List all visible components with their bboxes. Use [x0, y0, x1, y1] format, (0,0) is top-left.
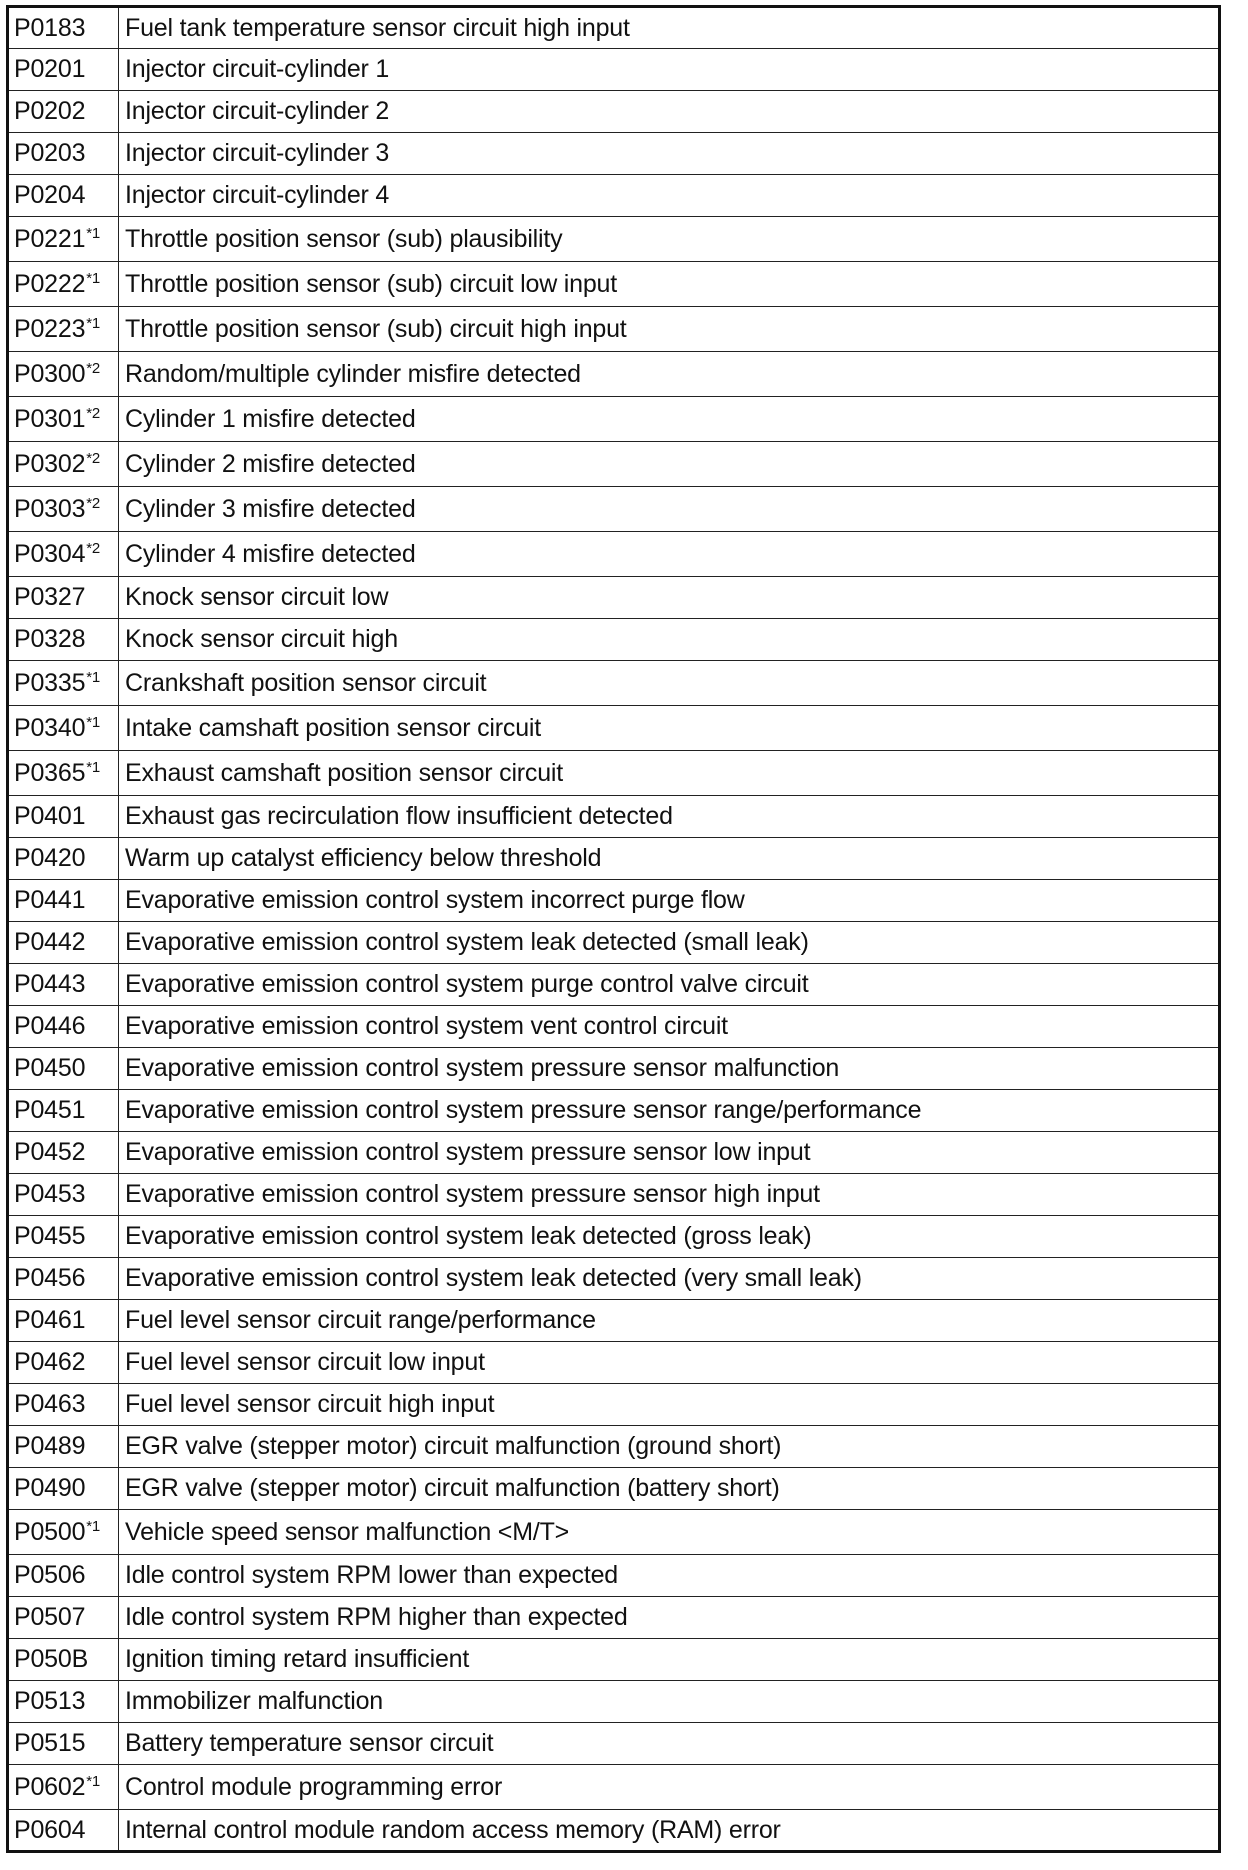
table-row [8, 352, 1220, 397]
dtc-code: P050B [14, 1645, 89, 1673]
dtc-code-cell [8, 1132, 119, 1174]
dtc-code: P0335 [14, 669, 86, 697]
table-row [8, 532, 1220, 577]
dtc-code-cell [8, 1342, 119, 1384]
dtc-table-body [8, 7, 1220, 1852]
table-row [8, 1510, 1220, 1555]
dtc-code-cell [8, 1639, 119, 1681]
dtc-description: Evaporative emission control system leak detected (very small leak) [119, 1258, 1220, 1300]
table-row [8, 661, 1220, 706]
table-row [8, 751, 1220, 796]
dtc-code-cell [8, 964, 119, 1006]
dtc-description: Control module programming error [119, 1765, 1220, 1810]
table-row [8, 175, 1220, 217]
dtc-code-cell [8, 217, 119, 262]
dtc-code: P0203 [14, 139, 86, 167]
table-row [8, 706, 1220, 751]
dtc-code-cell [8, 49, 119, 91]
dtc-code: P0463 [14, 1390, 86, 1418]
table-row [8, 487, 1220, 532]
dtc-code-cell [8, 262, 119, 307]
table-row [8, 619, 1220, 661]
dtc-description: Warm up catalyst efficiency below threshold [119, 838, 1220, 880]
dtc-code: P0302 [14, 450, 86, 478]
dtc-code: P0507 [14, 1603, 86, 1631]
dtc-description: Injector circuit-cylinder 3 [119, 133, 1220, 175]
dtc-code-cell [8, 487, 119, 532]
table-row [8, 1723, 1220, 1765]
dtc-code: P0304 [14, 540, 86, 568]
dtc-description: Injector circuit-cylinder 1 [119, 49, 1220, 91]
footnote-marker: *1 [86, 1773, 101, 1790]
dtc-code: P0183 [14, 13, 86, 42]
footnote-marker: *1 [86, 759, 101, 776]
table-row [8, 796, 1220, 838]
dtc-description: EGR valve (stepper motor) circuit malfunction (ground short) [119, 1426, 1220, 1468]
dtc-code-cell [8, 1765, 119, 1810]
dtc-code: P0202 [14, 97, 86, 125]
dtc-code: P0442 [14, 928, 86, 956]
dtc-code: P0462 [14, 1348, 86, 1376]
dtc-code: P0303 [14, 495, 86, 523]
dtc-description: Idle control system RPM lower than expected [119, 1555, 1220, 1597]
dtc-description: Ignition timing retard insufficient [119, 1639, 1220, 1681]
table-row [8, 397, 1220, 442]
dtc-description: Knock sensor circuit low [119, 577, 1220, 619]
dtc-table [6, 5, 1221, 1853]
dtc-description: Cylinder 2 misfire detected [119, 442, 1220, 487]
dtc-code-cell [8, 1426, 119, 1468]
dtc-description: Vehicle speed sensor malfunction <M/T> [119, 1510, 1220, 1555]
dtc-code: P0461 [14, 1306, 86, 1334]
dtc-code-cell [8, 1090, 119, 1132]
dtc-description: Evaporative emission control system purge control valve circuit [119, 964, 1220, 1006]
table-row [8, 577, 1220, 619]
table-row [8, 1639, 1220, 1681]
dtc-code: P0221 [14, 225, 86, 253]
dtc-code-cell [8, 1258, 119, 1300]
dtc-code: P0515 [14, 1729, 86, 1757]
dtc-description: Cylinder 1 misfire detected [119, 397, 1220, 442]
dtc-code-cell [8, 751, 119, 796]
dtc-code: P0513 [14, 1687, 86, 1715]
dtc-code-cell [8, 532, 119, 577]
dtc-code: P0490 [14, 1474, 86, 1502]
dtc-code-cell [8, 397, 119, 442]
dtc-description: Evaporative emission control system pressure sensor high input [119, 1174, 1220, 1216]
footnote-marker: *1 [86, 315, 101, 332]
dtc-code: P0443 [14, 970, 86, 998]
dtc-code-cell [8, 796, 119, 838]
table-row [8, 217, 1220, 262]
dtc-code: P0365 [14, 759, 86, 787]
dtc-code: P0506 [14, 1561, 86, 1589]
footnote-marker: *2 [86, 450, 101, 467]
dtc-description: Battery temperature sensor circuit [119, 1723, 1220, 1765]
dtc-code-cell [8, 1723, 119, 1765]
dtc-code: P0420 [14, 844, 86, 872]
dtc-code: P0300 [14, 360, 86, 388]
dtc-description: Exhaust camshaft position sensor circuit [119, 751, 1220, 796]
dtc-description: Throttle position sensor (sub) circuit low input [119, 262, 1220, 307]
dtc-description: Throttle position sensor (sub) plausibility [119, 217, 1220, 262]
dtc-description: Evaporative emission control system leak detected (gross leak) [119, 1216, 1220, 1258]
table-row [8, 1048, 1220, 1090]
footnote-marker: *2 [86, 360, 101, 377]
dtc-code-cell [8, 307, 119, 352]
dtc-code-cell [8, 1384, 119, 1426]
dtc-code: P0222 [14, 270, 86, 298]
dtc-description: Crankshaft position sensor circuit [119, 661, 1220, 706]
dtc-code-cell [8, 352, 119, 397]
dtc-code: P0201 [14, 55, 86, 83]
dtc-code-cell [8, 1468, 119, 1510]
footnote-marker: *1 [86, 225, 101, 242]
dtc-code-cell [8, 1048, 119, 1090]
dtc-code-cell [8, 880, 119, 922]
table-row [8, 1258, 1220, 1300]
dtc-code: P0401 [14, 802, 86, 830]
dtc-description: Evaporative emission control system pressure sensor low input [119, 1132, 1220, 1174]
footnote-marker: *1 [86, 270, 101, 287]
dtc-description: Evaporative emission control system pressure sensor malfunction [119, 1048, 1220, 1090]
dtc-code-cell [8, 1216, 119, 1258]
dtc-code: P0452 [14, 1138, 86, 1166]
dtc-code: P0451 [14, 1096, 86, 1124]
footnote-marker: *1 [86, 669, 101, 686]
table-row [8, 91, 1220, 133]
dtc-code: P0455 [14, 1222, 86, 1250]
dtc-code-cell [8, 1174, 119, 1216]
dtc-description: Fuel level sensor circuit low input [119, 1342, 1220, 1384]
dtc-code: P0489 [14, 1432, 86, 1460]
table-row [8, 7, 1220, 49]
dtc-description: Throttle position sensor (sub) circuit high input [119, 307, 1220, 352]
dtc-code-cell [8, 1681, 119, 1723]
dtc-description: Fuel level sensor circuit high input [119, 1384, 1220, 1426]
footnote-marker: *1 [86, 714, 101, 731]
dtc-code-cell [8, 1597, 119, 1639]
dtc-description: Injector circuit-cylinder 4 [119, 175, 1220, 217]
dtc-code: P0204 [14, 181, 86, 209]
table-row [8, 1765, 1220, 1810]
table-row [8, 964, 1220, 1006]
dtc-code: P0328 [14, 625, 86, 653]
table-row [8, 1555, 1220, 1597]
dtc-code-cell [8, 661, 119, 706]
dtc-code: P0340 [14, 714, 86, 742]
table-row [8, 1174, 1220, 1216]
footnote-marker: *2 [86, 405, 101, 422]
dtc-code-cell [8, 133, 119, 175]
dtc-description: Knock sensor circuit high [119, 619, 1220, 661]
dtc-code: P0604 [14, 1815, 86, 1844]
table-row [8, 262, 1220, 307]
table-row [8, 1216, 1220, 1258]
footnote-marker: *2 [86, 540, 101, 557]
table-row [8, 1006, 1220, 1048]
table-row [8, 1300, 1220, 1342]
dtc-description: Injector circuit-cylinder 2 [119, 91, 1220, 133]
dtc-code: P0327 [14, 583, 86, 611]
dtc-description: Idle control system RPM higher than expected [119, 1597, 1220, 1639]
table-row [8, 307, 1220, 352]
table-row [8, 880, 1220, 922]
dtc-code-cell [8, 1300, 119, 1342]
dtc-code-cell [8, 1510, 119, 1555]
table-row [8, 49, 1220, 91]
dtc-description: Evaporative emission control system incorrect purge flow [119, 880, 1220, 922]
table-row [8, 1090, 1220, 1132]
dtc-code: P0223 [14, 315, 86, 343]
dtc-description: Cylinder 3 misfire detected [119, 487, 1220, 532]
dtc-code-cell [8, 619, 119, 661]
dtc-description: Exhaust gas recirculation flow insufficient detected [119, 796, 1220, 838]
dtc-code-cell [8, 838, 119, 880]
table-row [8, 838, 1220, 880]
dtc-description: EGR valve (stepper motor) circuit malfunction (battery short) [119, 1468, 1220, 1510]
dtc-description: Evaporative emission control system pressure sensor range/performance [119, 1090, 1220, 1132]
table-row [8, 1384, 1220, 1426]
table-row [8, 922, 1220, 964]
dtc-code-cell [8, 442, 119, 487]
dtc-description: Fuel tank temperature sensor circuit high input [119, 7, 1220, 49]
dtc-code-cell [8, 91, 119, 133]
dtc-code-cell [8, 922, 119, 964]
table-row [8, 1426, 1220, 1468]
dtc-code-cell [8, 706, 119, 751]
dtc-code-cell [8, 577, 119, 619]
dtc-description: Random/multiple cylinder misfire detected [119, 352, 1220, 397]
table-row [8, 133, 1220, 175]
dtc-description: Fuel level sensor circuit range/performance [119, 1300, 1220, 1342]
dtc-code: P0453 [14, 1180, 86, 1208]
dtc-description: Cylinder 4 misfire detected [119, 532, 1220, 577]
dtc-code: P0446 [14, 1012, 86, 1040]
dtc-description: Internal control module random access memory (RAM) error [119, 1810, 1220, 1852]
dtc-description: Intake camshaft position sensor circuit [119, 706, 1220, 751]
table-row [8, 1810, 1220, 1852]
table-row [8, 1132, 1220, 1174]
dtc-code-cell [8, 7, 119, 49]
dtc-code: P0441 [14, 886, 86, 914]
dtc-code-cell [8, 1006, 119, 1048]
footnote-marker: *1 [86, 1518, 101, 1535]
footnote-marker: *2 [86, 495, 101, 512]
dtc-description: Evaporative emission control system vent control circuit [119, 1006, 1220, 1048]
dtc-code: P0602 [14, 1773, 86, 1801]
dtc-code: P0456 [14, 1264, 86, 1292]
dtc-code-cell [8, 1810, 119, 1852]
dtc-description: Evaporative emission control system leak detected (small leak) [119, 922, 1220, 964]
table-row [8, 1468, 1220, 1510]
table-row [8, 1342, 1220, 1384]
dtc-code: P0500 [14, 1518, 86, 1546]
table-row [8, 442, 1220, 487]
table-row [8, 1681, 1220, 1723]
dtc-code-cell [8, 1555, 119, 1597]
dtc-code-cell [8, 175, 119, 217]
dtc-code: P0301 [14, 405, 86, 433]
dtc-description: Immobilizer malfunction [119, 1681, 1220, 1723]
dtc-code: P0450 [14, 1054, 86, 1082]
table-row [8, 1597, 1220, 1639]
dtc-table-container [6, 5, 1218, 1853]
